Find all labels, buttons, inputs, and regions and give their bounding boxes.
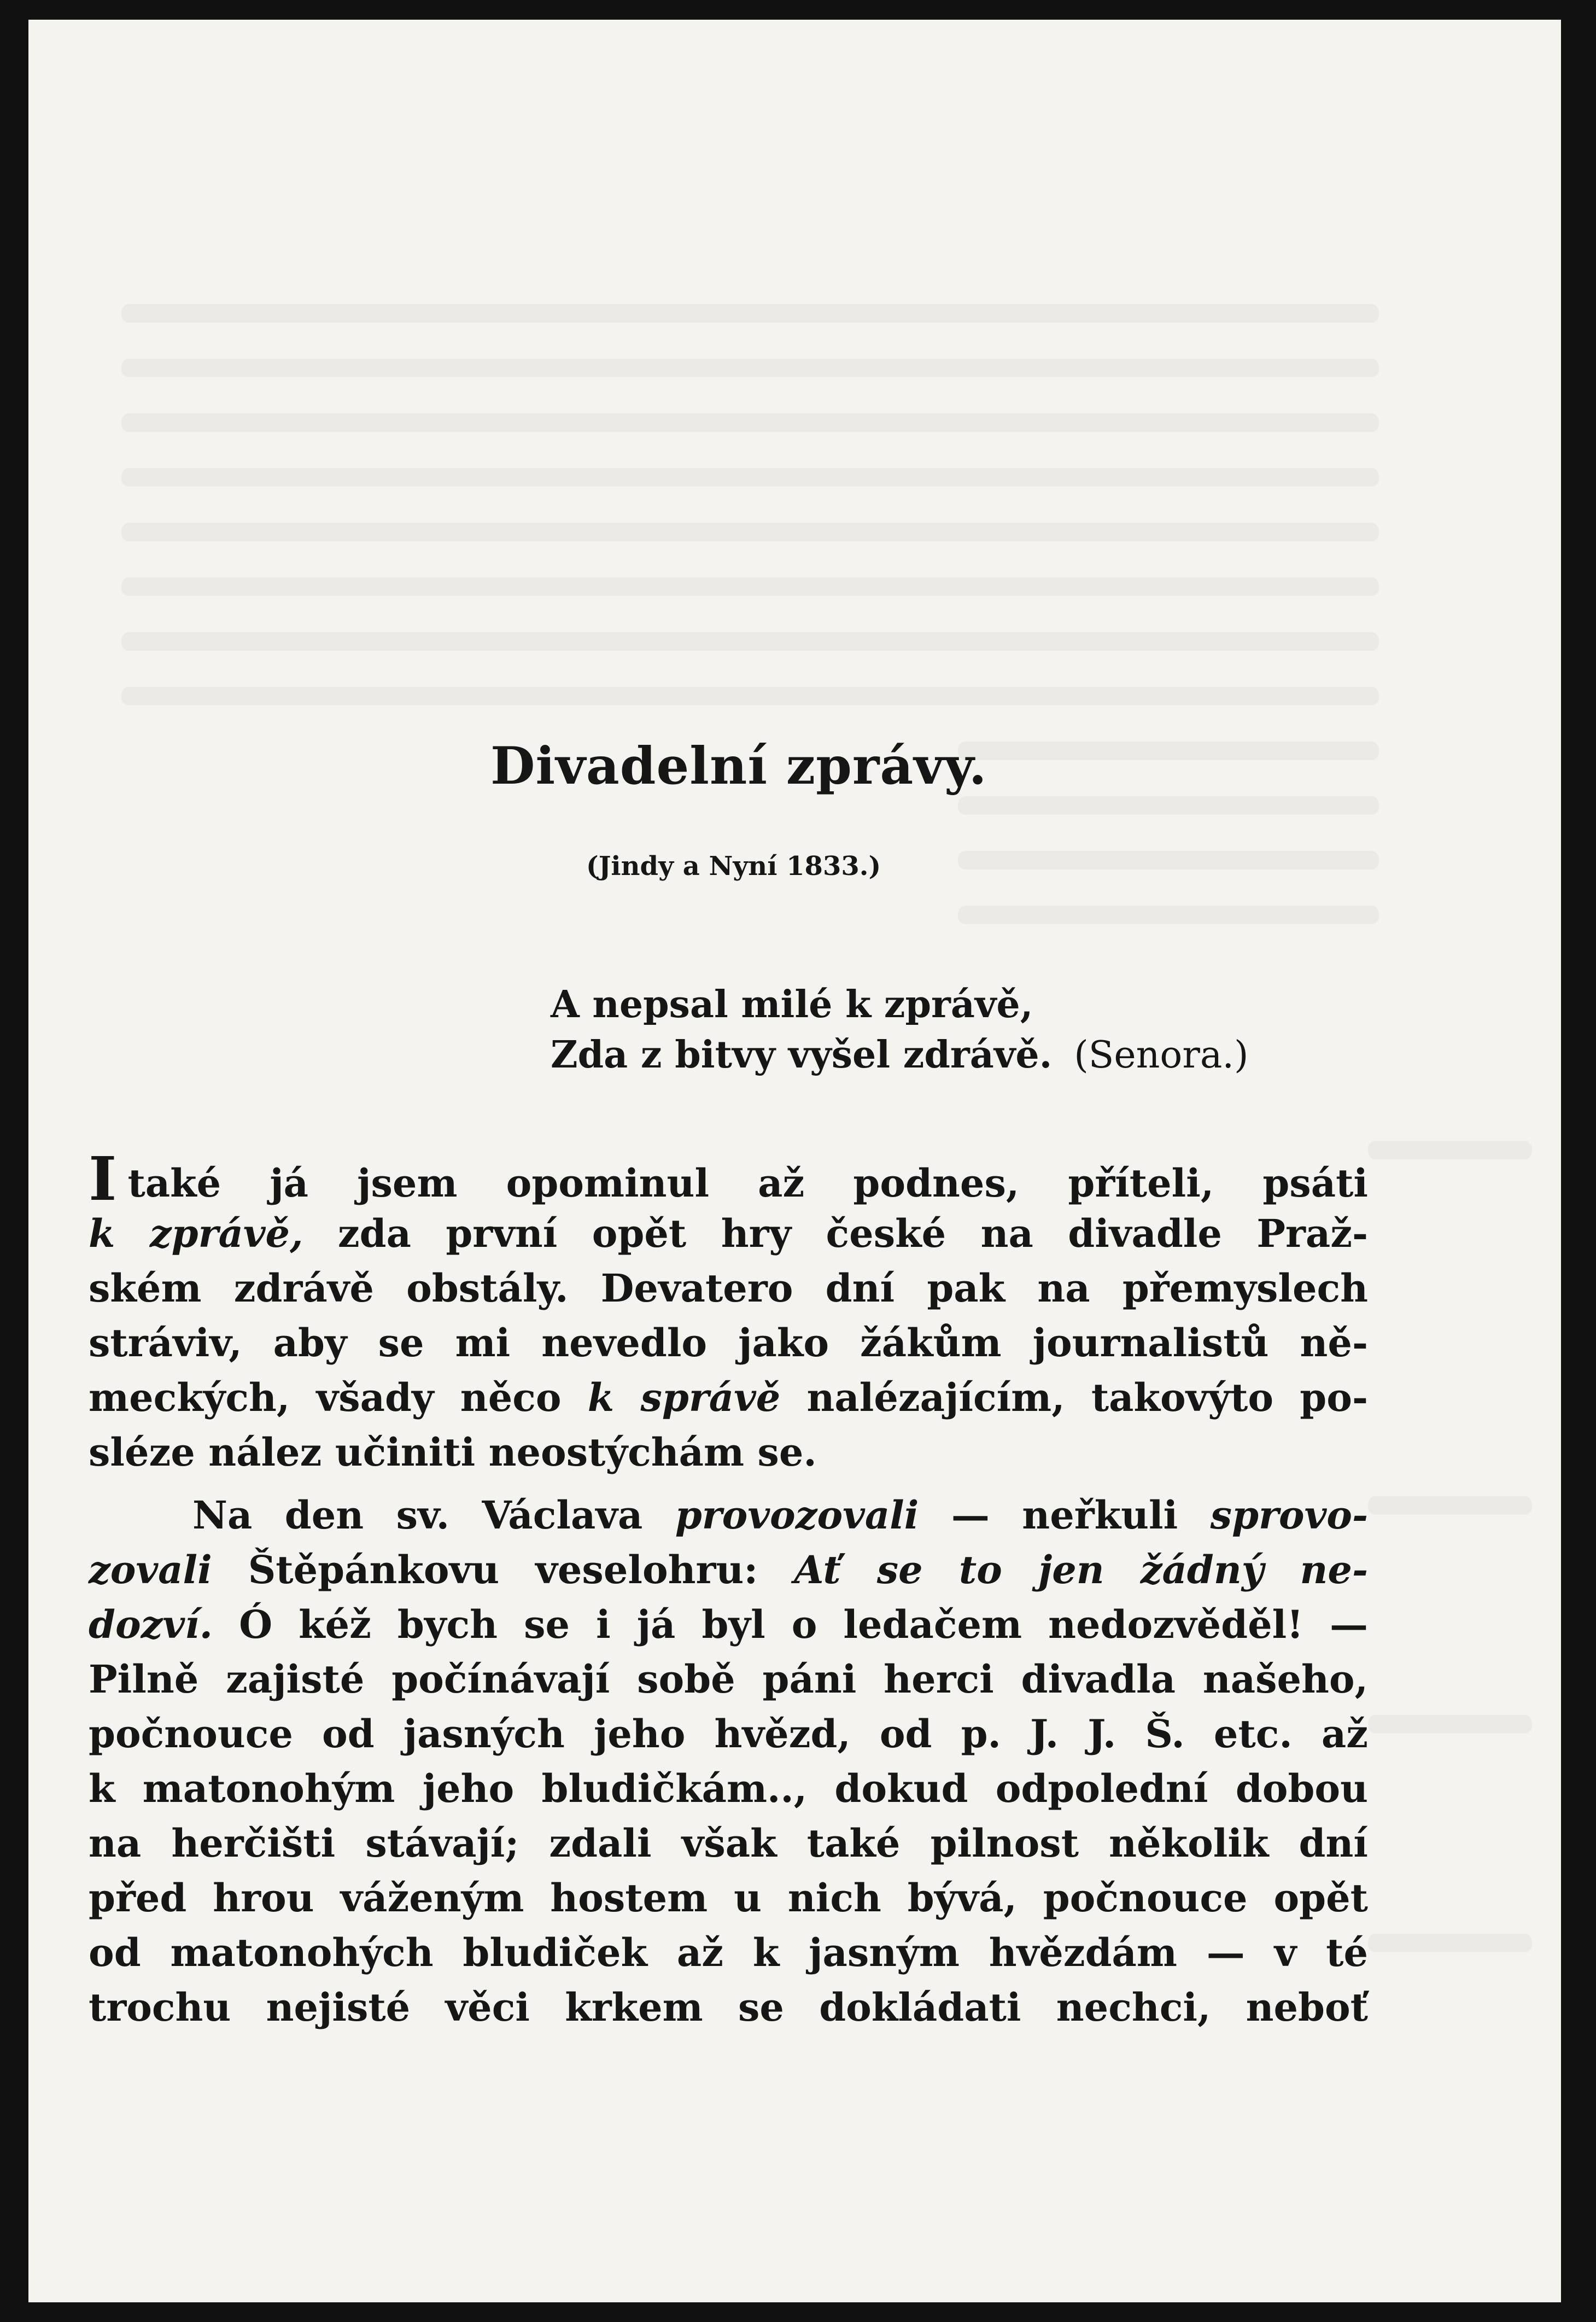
book-page — [28, 20, 1561, 2302]
text-line: ském zdrávě obstály. Devatero dní pak na přemyslech — [89, 1265, 1368, 1311]
paragraph-2 — [89, 1488, 1368, 2035]
text-line: před hrou váženým hostem u nich bývá, počnouce opět — [89, 1875, 1368, 1921]
text-line: Itaké já jsem opominul až podnes, příteli, psáti — [89, 1144, 1368, 1214]
source-citation: (Jindy a Nyní 1833.) — [586, 851, 881, 882]
text-line: Pilně zajisté počínávají sobě páni herci divadla našeho, — [89, 1656, 1368, 1702]
text-line: trochu nejisté věci krkem se dokládati nechci, neboť — [89, 1985, 1368, 2030]
text-line: Na den sv. Václava provozovali — neřkuli sprovo- — [192, 1492, 1368, 1538]
text-line: k matonohým jeho bludičkám.., dokud odpolední dobou — [89, 1766, 1368, 1811]
text-line: meckých, všady něco k správě nalézajícím, takovýto po- — [89, 1375, 1368, 1420]
text-line: zovali Štěpánkovu veselohru: Ať se to jen žádný ne- — [89, 1547, 1368, 1592]
text-line: stráviv, aby se mi nevedlo jako žákům journalistů ně- — [89, 1320, 1368, 1366]
text-line: dozví. Ó kéž bych se i já byl o ledačem nedozvěděl! — — [89, 1602, 1368, 1647]
drop-cap: I — [89, 1144, 117, 1214]
text-line: počnouce od jasných jeho hvězd, od p. J. J. Š. etc. až — [89, 1711, 1368, 1757]
paragraph-1 — [89, 1144, 1369, 1480]
text-line: k zprávě, zda první opět hry české na divadle Praž- — [89, 1211, 1369, 1256]
page-title: Divadelní zprávy. — [490, 736, 987, 796]
epigraph-line-1: A nepsal milé k zprávě, — [551, 983, 1033, 1026]
epigraph-line-2 — [551, 1030, 1249, 1081]
epigraph — [551, 979, 1249, 1081]
epigraph-attribution: (Senora.) — [1074, 1034, 1249, 1077]
epigraph-line-2-text: Zda z bitvy vyšel zdrávě. — [551, 1033, 1053, 1077]
text-line: na herčišti stávají; zdali však také pilnost několik dní — [89, 1821, 1368, 1866]
text-line: sléze nález učiniti neostýchám se. — [89, 1430, 817, 1475]
text-line: od matonohých bludiček až k jasným hvězdám — v té — [89, 1930, 1368, 1975]
